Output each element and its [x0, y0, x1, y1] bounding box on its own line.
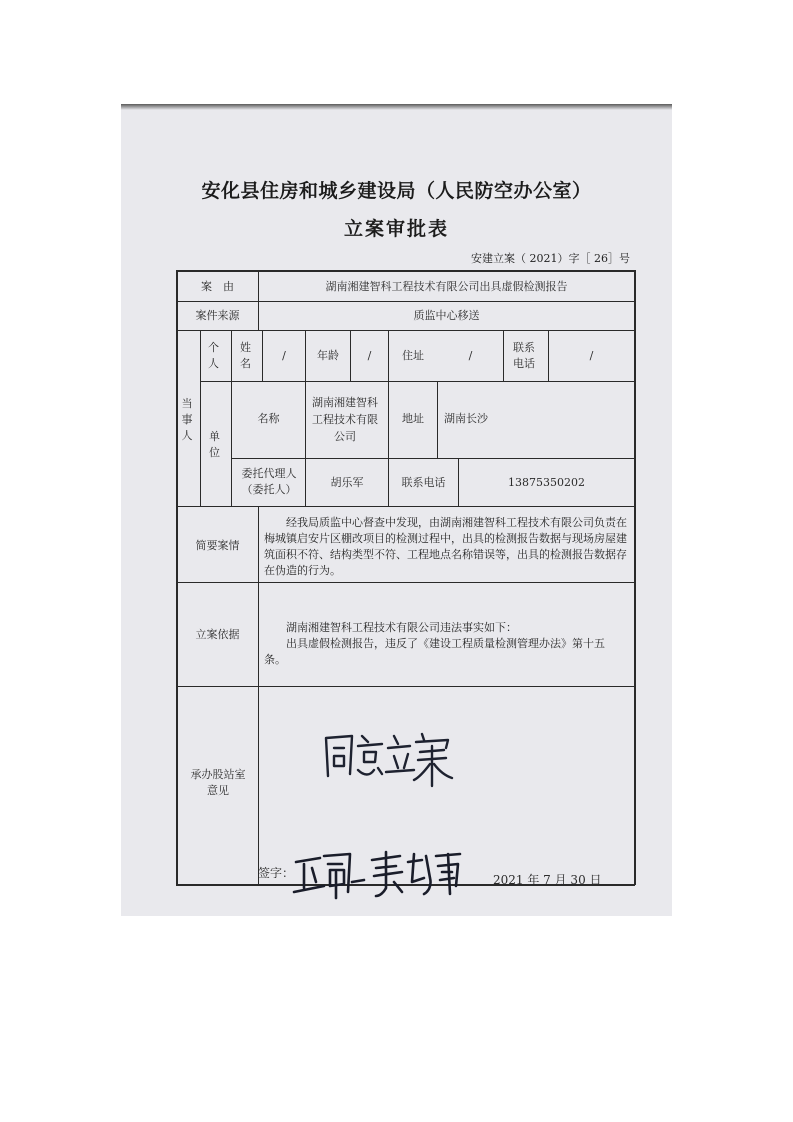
- row-divider: [176, 301, 635, 302]
- source-label: 案件来源: [195, 309, 240, 322]
- sign-date: 2021 年 7 月 30 日: [493, 873, 602, 887]
- unit-address-label: 地址: [402, 412, 424, 425]
- unit-label: 单位: [209, 430, 220, 459]
- row-divider: [176, 686, 635, 687]
- summary-label: 简要案情: [195, 539, 240, 552]
- row-divider: [176, 506, 635, 507]
- table-border-right: [634, 270, 636, 885]
- paper-edge-shadow: [121, 104, 672, 110]
- name-label: 姓名: [240, 341, 251, 370]
- address-label: 住址: [402, 349, 424, 362]
- source-value: 质监中心移送: [413, 309, 480, 322]
- col-divider: [200, 330, 201, 507]
- basis-line1: 湖南湘建智科工程技术有限公司违法事实如下：: [286, 621, 517, 634]
- row-divider: [231, 458, 635, 459]
- row-divider: [200, 381, 635, 382]
- sign-label: 签字：: [258, 866, 295, 880]
- agent-value: 胡乐军: [330, 476, 364, 489]
- name-value: /: [282, 349, 286, 362]
- basis-label: 立案依据: [195, 628, 240, 641]
- age-value: /: [367, 349, 372, 362]
- agent-phone-value: 13875350202: [508, 476, 585, 489]
- party-label: 当事人: [181, 397, 193, 442]
- col-divider: [437, 381, 438, 459]
- document-subtitle: 立案审批表: [343, 218, 449, 240]
- table-border-top: [176, 270, 635, 272]
- col-divider: [503, 330, 504, 382]
- handwritten-opinion: [318, 726, 458, 796]
- unit-name-label: 名称: [257, 412, 280, 425]
- unit-address-value: 湖南长沙: [444, 412, 488, 425]
- document-title: 安化县住房和城乡建设局（人民防空办公室）: [201, 180, 592, 202]
- age-label: 年龄: [317, 349, 339, 362]
- agent-phone-label: 联系电话: [401, 476, 446, 489]
- address-value: /: [468, 349, 473, 362]
- individual-label: 个人: [208, 341, 219, 370]
- col-divider: [258, 506, 259, 885]
- opinion-label: 承办股站室意见: [190, 768, 246, 797]
- phone-label: 联系电话: [513, 341, 535, 370]
- unit-name-value: 湖南湘建智科工程技术有限公司: [312, 396, 378, 443]
- document-number: 安建立案（ 2021）字［ 26］号: [471, 252, 630, 265]
- agent-label: 委托代理人（委托人）: [241, 467, 297, 496]
- case-value: 湖南湘建智科工程技术有限公司出具虚假检测报告: [325, 280, 568, 293]
- table-border-left: [176, 270, 178, 885]
- row-divider: [176, 582, 635, 583]
- basis-line2: 出具虚假检测报告，违反了《建设工程质量检测管理办法》第十五条。: [264, 637, 605, 666]
- row-divider: [176, 330, 635, 331]
- case-label: 案 由: [201, 280, 234, 293]
- phone-value: /: [589, 349, 594, 362]
- summary-text: 经我局质监中心督查中发现，由湖南湘建智科工程技术有限公司负责在梅城镇启安片区棚改项目的检测过程中，出具的检测报告数据与现场房屋建筑面积不符、结构类型不符、工程地点名称错误等，出具的检测报告数据存在伪造的行为。: [264, 516, 627, 577]
- handwritten-signature: [290, 842, 470, 902]
